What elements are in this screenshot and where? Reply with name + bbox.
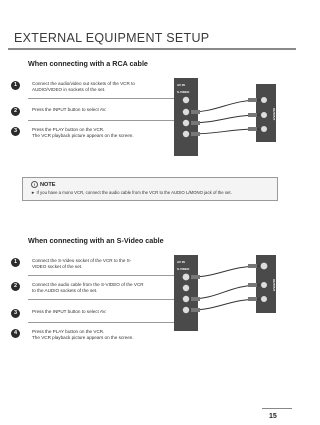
tv-audio-l-jack: [183, 120, 189, 126]
rca-plugs: [191, 98, 257, 136]
step-number: 2: [11, 107, 20, 116]
page-title: EXTERNAL EQUIPMENT SETUP: [14, 31, 210, 45]
step-divider: [28, 120, 174, 121]
note-icon: !: [31, 181, 38, 188]
vcr-svideo-jack: [261, 263, 268, 270]
rca-step-1: [13, 81, 172, 93]
step-text: Connect the audio cable from the S-VIDEO of the VCR to the AUDIO sockets of the set.: [32, 282, 144, 293]
note-label: ! NOTE: [31, 181, 56, 188]
page-number: 15: [269, 413, 277, 420]
page-number-rule: [262, 408, 292, 409]
step-text: Press the INPUT button to select AV.: [32, 309, 107, 314]
rca-step-3: [13, 127, 172, 139]
rca-connection-diagram: [174, 78, 278, 158]
step-number: 1: [11, 81, 20, 90]
vcr-audio-l-jack: [261, 282, 267, 288]
step-text: Press the PLAY button on the VCR. The VCR playback picture appears on the screen.: [32, 329, 134, 340]
step-text: Connect the S-Video socket of the VCR to the S- VIDEO socket of the set.: [32, 258, 132, 269]
vcr-audio-r-jack: [261, 296, 267, 302]
tv-panel-label: AV IN: [177, 83, 185, 87]
step-divider: [28, 98, 174, 99]
step-text: Press the PLAY button on the VCR. The VCR playback picture appears on the screen.: [32, 127, 134, 138]
vcr-audio-l-jack: [261, 112, 267, 118]
vcr-panel-label: OUTPUT: [272, 279, 276, 292]
svideo-step-3: [13, 309, 172, 316]
step-number: 3: [11, 127, 20, 136]
rca-step-2: [13, 107, 172, 114]
vcr-audio-r-jack: [261, 126, 267, 132]
note-text: ► If you have a mono VCR, connect the audio cable from the VCR to the AUDIO L/MONO jack of the set.: [31, 190, 232, 195]
step-number: 1: [11, 258, 20, 267]
vcr-video-jack: [261, 97, 267, 103]
svideo-section-heading: When connecting with an S-Video cable: [28, 236, 164, 245]
tv-audio-l-jack: [183, 296, 189, 302]
rca-section-heading: When connecting with a RCA cable: [28, 59, 148, 68]
tv-audio-r-jack: [183, 131, 189, 137]
step-divider: [28, 275, 174, 276]
tv-svideo-jack: [183, 97, 189, 103]
step-text: Connect the audio/video out sockets of the VCR to AUDIO/VIDEO in sockets of the set.: [32, 81, 135, 92]
step-text: Press the INPUT button to select AV.: [32, 107, 107, 112]
step-number: 2: [11, 282, 20, 291]
svideo-connection-diagram: [174, 255, 278, 335]
tv-port-label: S-VIDEO: [177, 267, 190, 271]
step-divider: [28, 299, 174, 300]
title-divider: [8, 48, 296, 50]
tv-svideo-jack: [183, 274, 190, 281]
tv-video-jack: [183, 285, 189, 291]
step-number: 4: [11, 329, 20, 338]
vcr-panel-label: OUTPUT: [272, 108, 276, 121]
note-box: [22, 177, 278, 201]
step-number: 3: [11, 309, 20, 318]
step-divider: [28, 322, 174, 323]
svideo-step-1: [13, 258, 172, 270]
tv-panel-label: AV IN: [177, 260, 185, 264]
svideo-step-4: [13, 329, 172, 341]
svideo-cables: [190, 266, 260, 310]
tv-audio-r-jack: [183, 307, 189, 313]
tv-video-jack: [183, 109, 189, 115]
tv-port-label: S-VIDEO: [177, 90, 190, 94]
svideo-step-2: [13, 282, 172, 294]
